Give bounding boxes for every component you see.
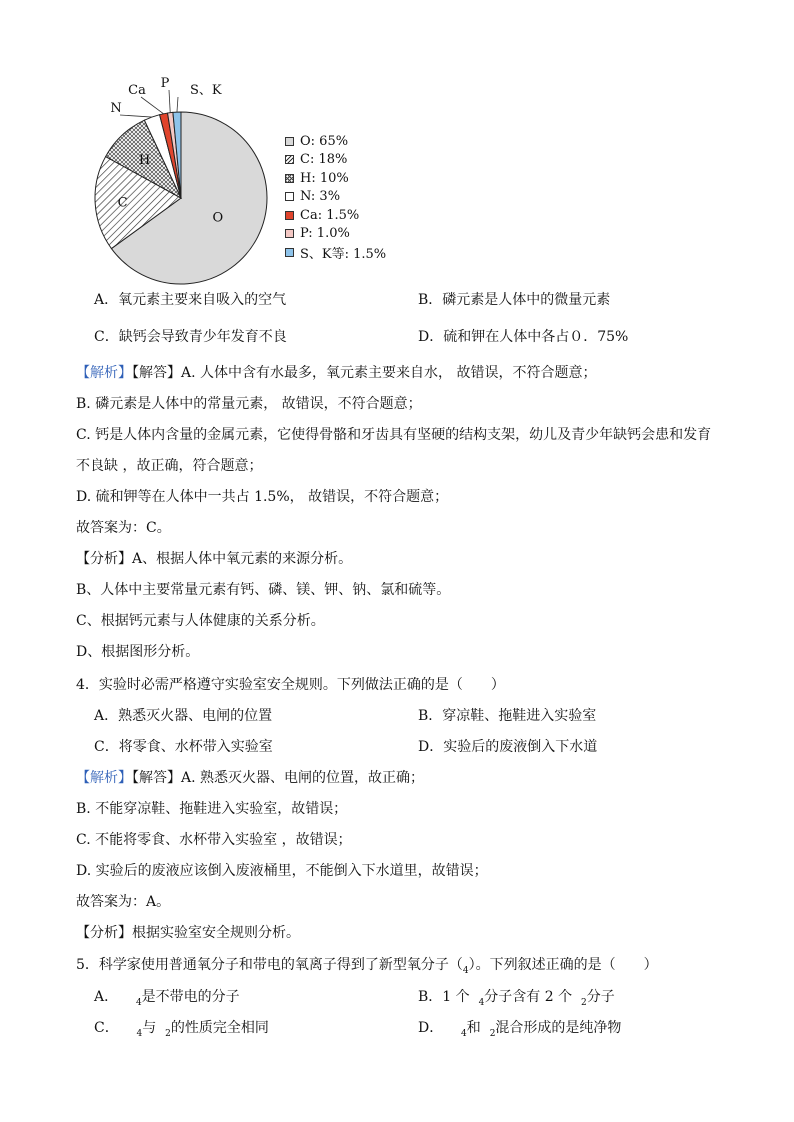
legend-swatch (285, 248, 294, 257)
q4-stem: 4．实验时必需严格遵守实验室安全规则。下列做法正确的是（ ） (76, 677, 505, 693)
q4-answer: 故答案为：A。 (76, 894, 171, 910)
legend-entry (285, 207, 359, 223)
q3-solution-a: 【解析】【解答】A. 人体中含有水最多，氧元素主要来自水， 故错误，不符合题意； (76, 365, 597, 381)
pie-slice-label: P (160, 76, 170, 91)
legend-entry (285, 244, 386, 260)
pie-slice-label: H (138, 153, 151, 169)
q4-option-d: D．实验后的废液倒入下水道 (418, 739, 598, 755)
q4-solution-d: D. 实验后的废液应该倒入废液桶里，不能倒入下水道里，故错误； (76, 863, 488, 879)
element-pie-chart (0, 0, 794, 290)
q4-solution-c: C. 不能将零食、水杯带入实验室 ，故错误； (76, 832, 352, 848)
q5-option-c: C． $_4$与 $_2$的性质完全相同 (94, 1020, 269, 1039)
q5-option-a: A． $_4$是不带电的分子 (94, 989, 240, 1008)
legend-swatch (285, 137, 294, 146)
legend-swatch (285, 192, 294, 201)
jiexi-tag: 【解析】 (76, 365, 132, 381)
pie-slice-label: C (117, 195, 128, 211)
legend-swatch (285, 155, 294, 164)
legend-entry (285, 133, 348, 149)
pie-slice-label: N (110, 101, 122, 116)
q4-solution-b: B. 不能穿凉鞋、拖鞋进入实验室，故错误； (76, 801, 348, 817)
q3-analysis-a: 【分析】A、根据人体中氧元素的来源分析。 (76, 551, 353, 567)
q3-solution-c-line1: C. 钙是人体内含量的金属元素，它使得骨骼和牙齿具有坚硬的结构支架，幼儿及青少年缺钙会患和发育 (76, 427, 712, 443)
pie-leader-line (141, 97, 164, 114)
legend-label: N: 3% (300, 189, 341, 204)
pie-leader-line (120, 115, 152, 117)
q3-answer: 故答案为：C。 (76, 520, 171, 536)
legend-swatch (285, 211, 294, 220)
pie-slice-label: O (212, 210, 224, 226)
pie-slice-label: S、K (190, 83, 222, 98)
legend-label: P: 1.0% (300, 226, 350, 241)
q3-option-b: B．磷元素是人体中的微量元素 (418, 292, 611, 308)
legend-entry (285, 152, 347, 168)
q4-option-a: A．熟悉灭火器、电闸的位置 (94, 708, 273, 724)
legend-swatch (285, 174, 294, 183)
legend-label: H: 10% (300, 170, 349, 186)
q4-analysis: 【分析】根据实验室安全规则分析。 (76, 925, 300, 941)
legend-label: Ca: 1.5% (300, 207, 360, 223)
pie-leader-line (177, 97, 178, 112)
q3-solution-c-line2: 不良缺 ，故正确，符合题意； (76, 458, 263, 474)
q3-solution-d: D. 硫和钾等在人体中一共占 1.5%， 故错误，不符合题意； (76, 489, 449, 505)
legend-entry (285, 189, 340, 205)
q3-analysis-b: B、人体中主要常量元素有钙、磷、镁、钾、钠、氯和硫等。 (76, 582, 451, 598)
q3-option-c: C．缺钙会导致青少年发育不良 (94, 329, 287, 345)
q3-solution-b: B. 磷元素是人体中的常量元素， 故错误，不符合题意； (76, 396, 422, 412)
legend-entry (285, 170, 349, 186)
q4-solution-a: 【解析】【解答】A. 熟悉灭火器、电闸的位置，故正确； (76, 770, 425, 786)
q5-option-b: B．1 个 $_4$分子含有 2 个 $_2$分子 (418, 989, 615, 1008)
pie-leader-line (169, 90, 170, 113)
q3-analysis-c: C、根据钙元素与人体健康的关系分析。 (76, 613, 325, 629)
legend-entry (285, 226, 350, 242)
pie-slice-label: Ca (128, 83, 146, 98)
q3-analysis-d: D、根据图形分析。 (76, 644, 200, 660)
q4-option-b: B．穿凉鞋、拖鞋进入实验室 (418, 708, 597, 724)
q4-option-c: C．将零食、水杯带入实验室 (94, 739, 273, 755)
legend-label: C: 18% (300, 152, 348, 167)
jiexi-tag: 【解析】 (76, 770, 132, 786)
q3-option-a: A．氧元素主要来自吸入的空气 (94, 292, 287, 308)
legend-label: O: 65% (300, 133, 349, 149)
legend-label: S、K等: 1.5% (300, 246, 387, 262)
q5-stem: 5．科学家使用普通氧分子和带电的氧离子得到了新型氧分子$(_4)$。下列叙述正确的是（ ） (76, 957, 658, 976)
q5-option-d: D． $_4$和 $_2$混合形成的是纯净物 (418, 1020, 622, 1039)
q3-option-d: D．硫和钾在人体中各占０．75% (418, 329, 629, 345)
legend-swatch (285, 229, 294, 238)
